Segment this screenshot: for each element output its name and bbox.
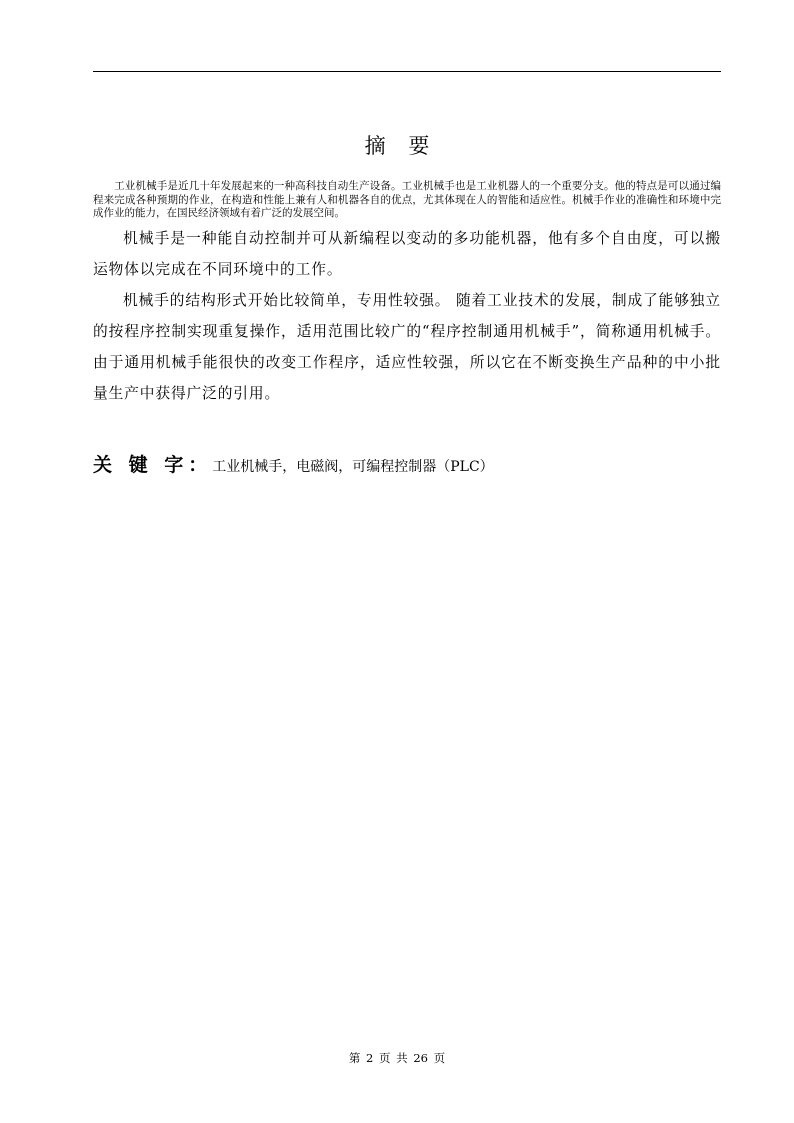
abstract-summary-text: 工业机械手是近几十年发展起来的一种高科技自动生产设备。工业机械手也是工业机器人的一个重要分支。他的特点是可以通过编程来完成各种预期的作业，在构造和性能上兼有人和机器各自的优点，尤其体现在人的智能和适应性。机械手作业的准确性和环境中完成作业的能力，在国民经济领域有着广泛的发展空间。 [93,180,721,219]
abstract-paragraph-2 [93,285,721,409]
keywords-line [93,450,721,477]
abstract-paragraph-2-text: 机械手的结构形式开始比较简单，专用性较强。 随着工业技术的发展，制成了能够独立的按程序控制实现重复操作，适用范围比较广的“程序控制通用机械手”，简称通用机械手。由于通用机械手能很快的改变工作程序，适应性较强，所以它在不断变换生产品种的中小批量生产中获得广泛的引用。 [93,292,721,402]
page-number: 第 2 页 共 26 页 [348,1051,446,1065]
abstract-paragraph-1-text: 机械手是一种能自动控制并可从新编程以变动的多功能机器，他有多个自由度，可以搬运物体以完成在不同环境中的工作。 [93,230,721,278]
keywords-label: 关 键 字： [93,454,213,476]
abstract-title: 摘 要 [364,134,438,158]
abstract-paragraph-1 [93,223,721,285]
keywords-text: 工业机械手，电磁阀，可编程控制器（PLC） [212,459,494,475]
abstract-summary [93,180,721,221]
header-rule [93,71,721,72]
